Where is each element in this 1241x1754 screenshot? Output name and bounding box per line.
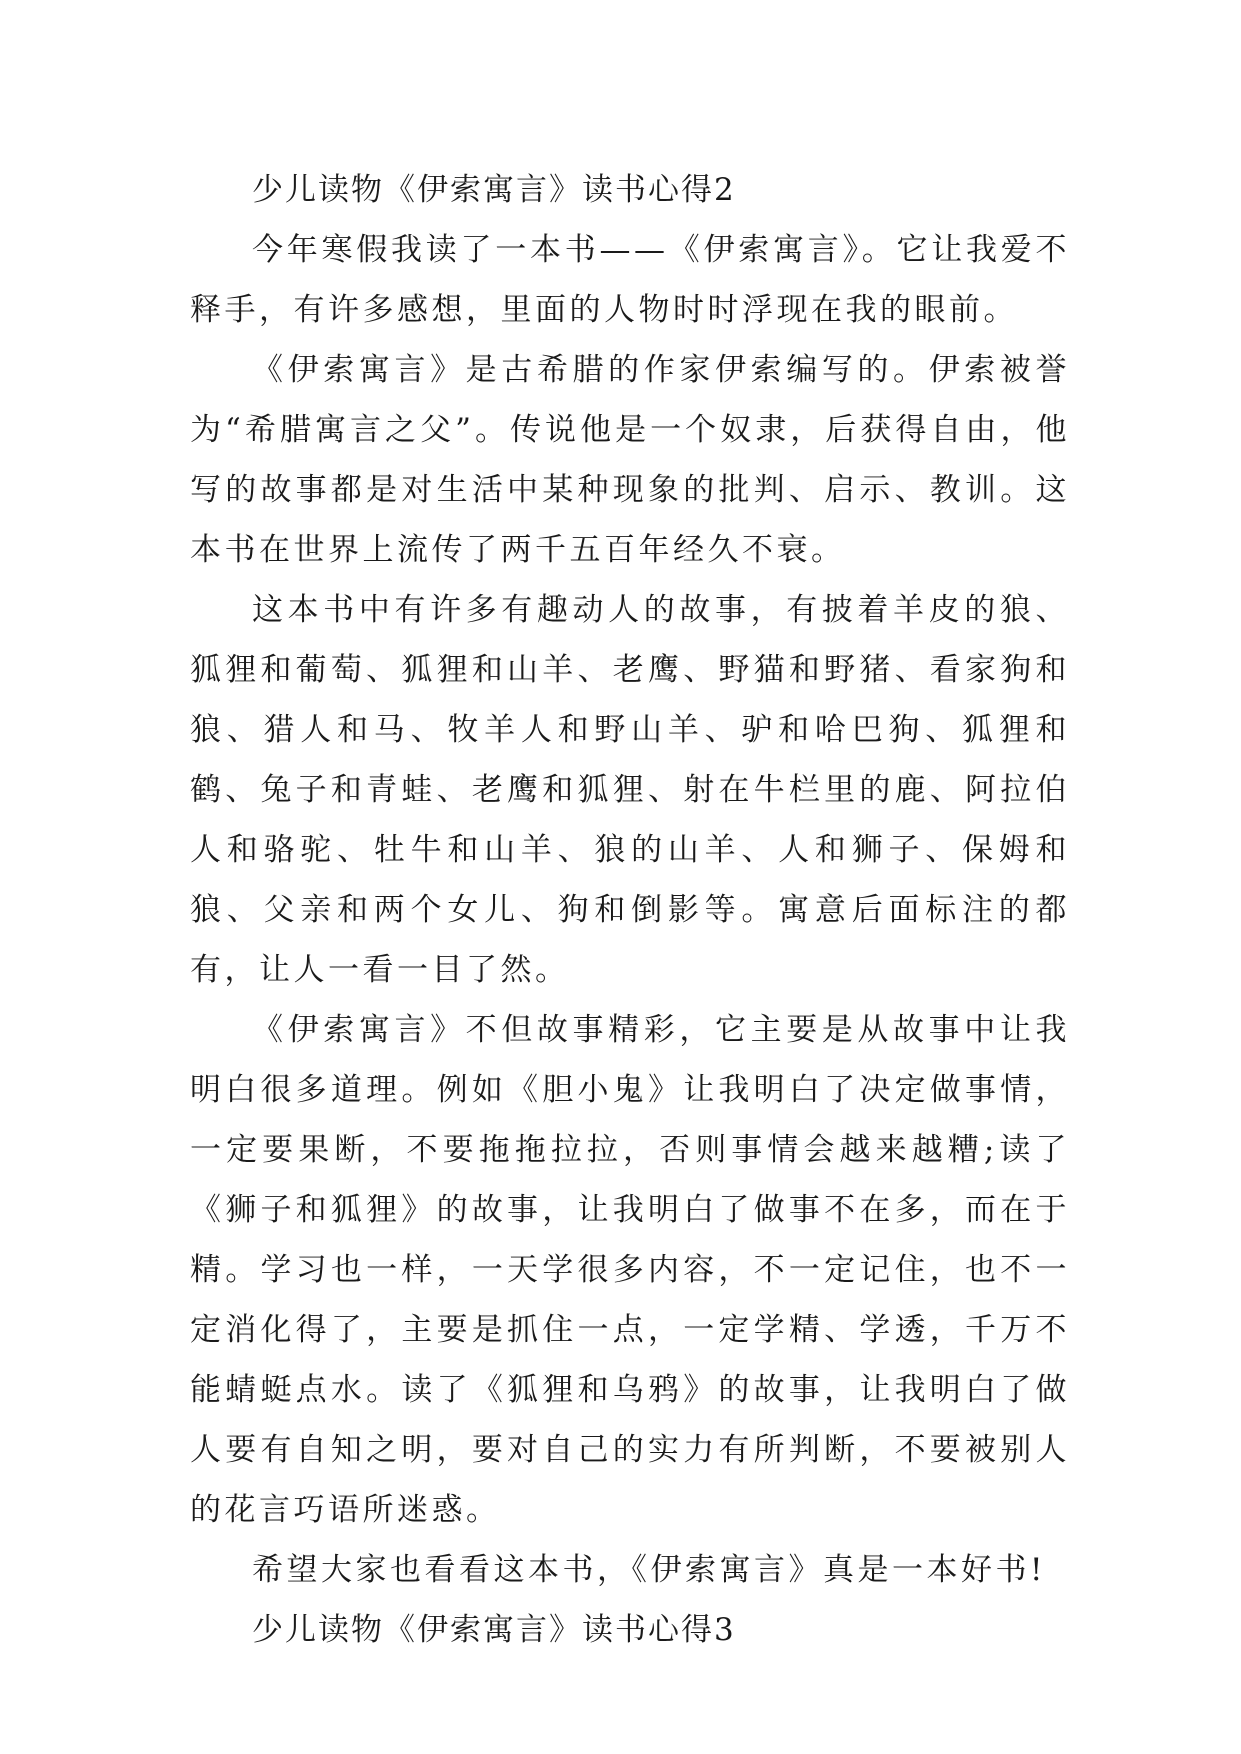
paragraph-1: 今年寒假我读了一本书——《伊索寓言》。它让我爱不释手，有许多感想，里面的人物时时浮现在我的眼前。 [190, 232, 1070, 328]
document-body [190, 160, 1070, 1660]
paragraph-4: 《伊索寓言》不但故事精彩，它主要是从故事中让我明白很多道理。例如《胆小鬼》让我明白了决定做事情，一定要果断，不要拖拖拉拉，否则事情会越来越糟;读了《狮子和狐狸》的故事，让我明白了做事不在多，而在于精。学习也一样，一天学很多内容，不一定记住，也不一定消化得了，主要是抓住一点，一定学精、学透，千万不能蜻蜓点水。读了《狐狸和乌鸦》的故事，让我明白了做人要有自知之明，要对自己的实力有所判断，不要被别人的花言巧语所迷惑。 [190, 1012, 1070, 1528]
section-heading-2: 少儿读物《伊索寓言》读书心得2 [252, 172, 736, 208]
section-heading-3: 少儿读物《伊索寓言》读书心得3 [252, 1612, 736, 1648]
paragraph-5: 希望大家也看看这本书，《伊索寓言》真是一本好书! [252, 1552, 1046, 1588]
paragraph-3: 这本书中有许多有趣动人的故事，有披着羊皮的狼、狐狸和葡萄、狐狸和山羊、老鹰、野猫和野猪、看家狗和狼、猎人和马、牧羊人和野山羊、驴和哈巴狗、狐狸和鹤、兔子和青蛙、老鹰和狐狸、射在牛栏里的鹿、阿拉伯人和骆驼、牡牛和山羊、狼的山羊、人和狮子、保姆和狼、父亲和两个女儿、狗和倒影等。寓意后面标注的都有，让人一看一目了然。 [190, 592, 1070, 988]
paragraph-2: 《伊索寓言》是古希腊的作家伊索编写的。伊索被誉为“希腊寓言之父”。传说他是一个奴隶，后获得自由，他写的故事都是对生活中某种现象的批判、启示、教训。这本书在世界上流传了两千五百年经久不衰。 [190, 352, 1070, 568]
